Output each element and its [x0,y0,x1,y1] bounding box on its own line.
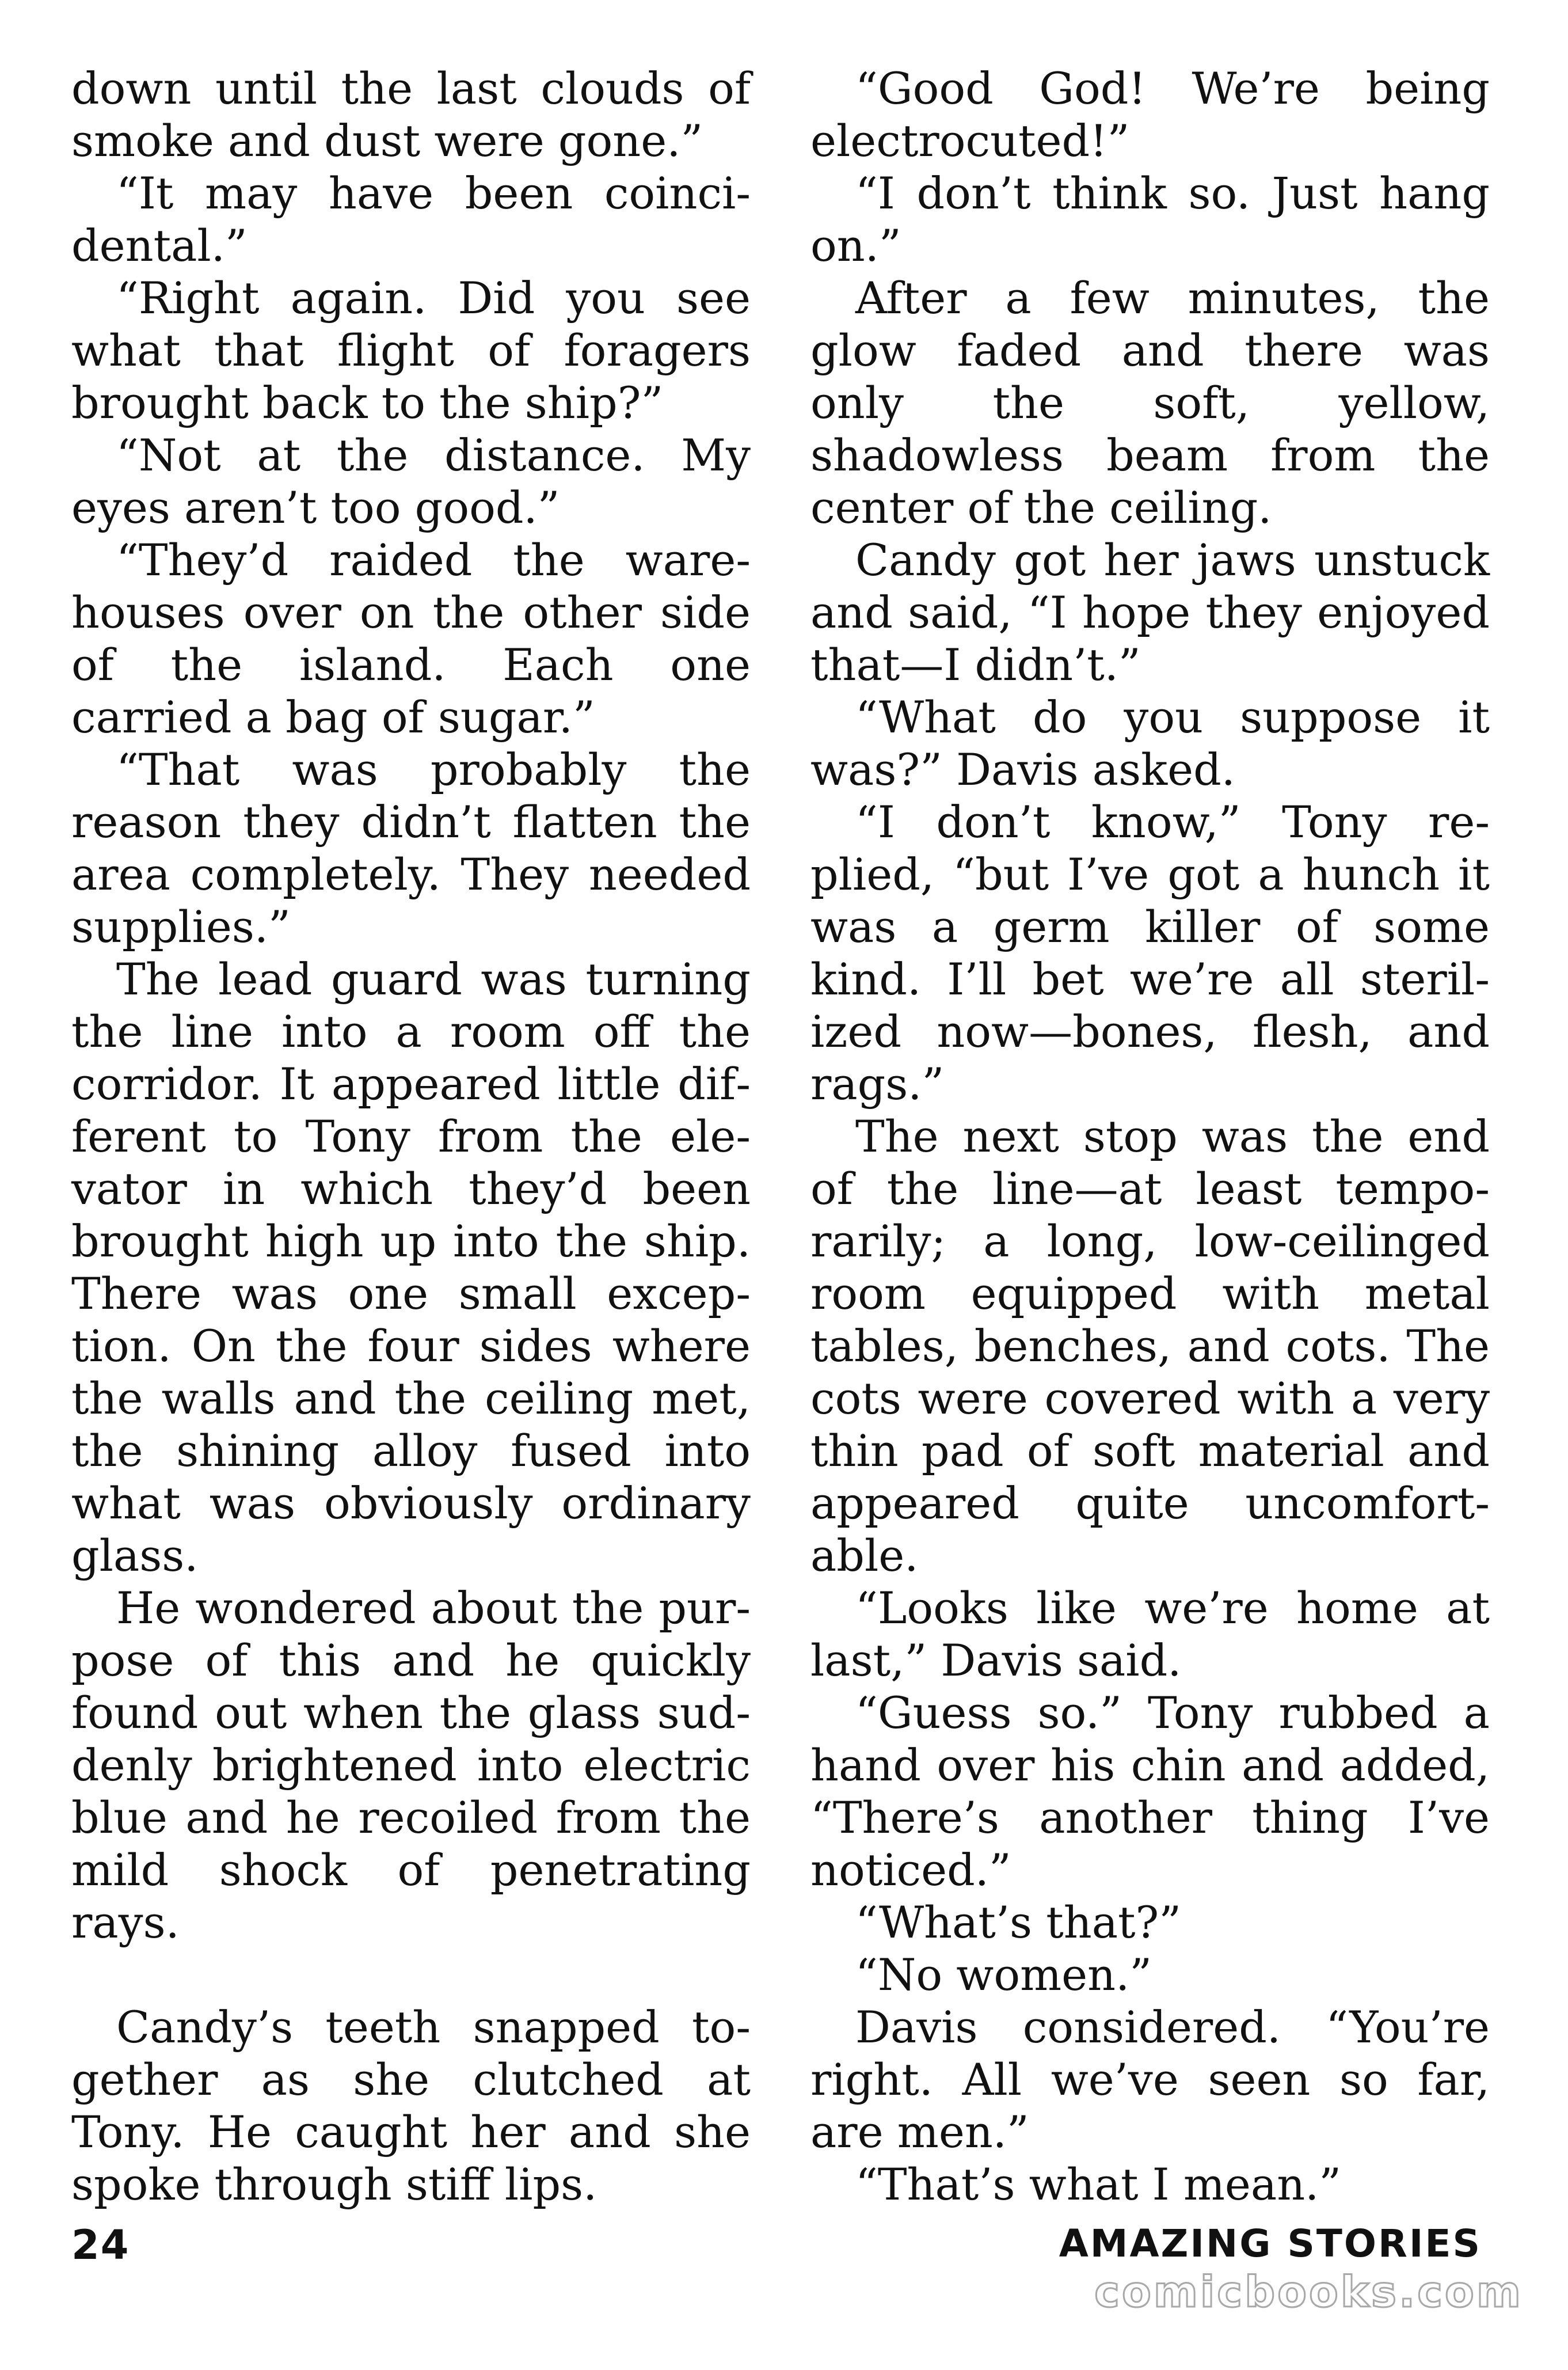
paragraph: “Not at the distance. My eyes aren’t too good.” [71,430,751,533]
paragraph: “They’d raided the warehouses over on the other side of the island. Each one carried a bag of sugar.” [71,534,751,743]
paragraph: down until the last clouds of smoke and dust were gone.” [71,63,751,166]
section-break [71,1949,751,2001]
watermark: comicbooks.com [1094,2268,1523,2317]
paragraph: “Good God! We’re being electrocuted!” [810,63,1490,166]
paragraph: “No women.” [855,1949,1152,2000]
paragraph: Davis considered. “You’re right. All we’ve seen so far, are men.” [810,2001,1490,2158]
paragraph: “That was probably the reason they didn’t flatten the area completely. They needed supplies.” [71,744,751,952]
paragraph: “Right again. Did you see what that flight of foragers brought back to the ship?” [71,272,751,428]
paragraph: The next stop was the end of the line—at least temporarily; a long, low-ceilinged room equipped with metal tables, benches, and cots. The cots were covered with a very thin pad of soft material and appeared quite uncomfortable. [810,1111,1490,1581]
paragraph: “I don’t think so. Just hang on.” [810,168,1490,271]
paragraph: “It may have been coincidental.” [71,168,751,271]
paragraph: The lead guard was turning the line into a room off the corridor. It appeared little different to Tony from the elevator in which they’d been brought high up into the ship. There was one small exception. On the four sides where the walls and the ceiling met, the shining alloy fused into what was obviously ordinary glass. [71,954,751,1581]
paragraph: “Guess so.” Tony rubbed a hand over his chin and added, “There’s another thing I’ve noticed.” [810,1687,1490,1896]
paragraph: “I don’t know,” Tony replied, “but I’ve got a hunch it was a germ killer of some kind. I’ll bet we’re all sterilized now—bones, flesh, and rags.” [810,796,1490,1110]
paragraph: Candy got her jaws unstuck and said, “I hope they enjoyed that—I didn’t.” [810,534,1490,690]
paragraph: “What’s that?” [855,1897,1182,1948]
page-number: 24 [71,2221,130,2269]
right-text-column [810,62,1490,2211]
paragraph: “Looks like we’re home at last,” Davis said. [810,1582,1490,1686]
paragraph: He wondered about the purpose of this and he quickly found out when the glass suddenly brightened into electric blue and he recoiled from the mild shock of penetrating rays. [71,1582,751,1948]
paragraph: After a few minutes, the glow faded and there was only the soft, yellow, shadowless beam from the center of the ceiling. [810,272,1490,533]
paragraph: Candy’s teeth snapped together as she clutched at Tony. He caught her and she spoke through stiff lips. [71,2001,751,2210]
paragraph: “What do you suppose it was?” Davis asked. [810,692,1490,795]
left-text-column [71,62,751,2211]
paragraph: “That’s what I mean.” [855,2159,1342,2210]
magazine-title: AMAZING STORIES [1059,2221,1482,2266]
